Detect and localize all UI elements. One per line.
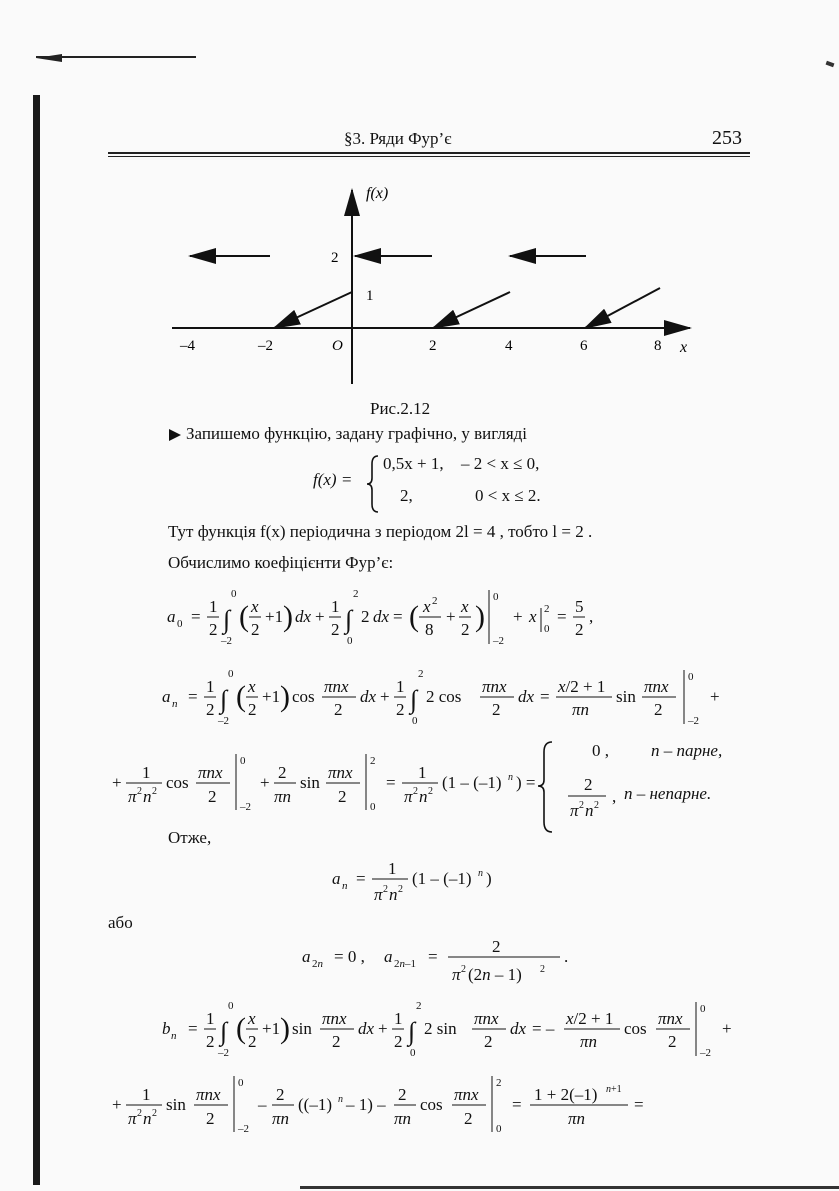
svg-text:–2: –2 bbox=[238, 1123, 249, 1135]
svg-text:2: 2 bbox=[464, 1109, 473, 1128]
svg-text:2: 2 bbox=[338, 787, 347, 806]
svg-text:–2: –2 bbox=[688, 715, 699, 727]
svg-text:=: = bbox=[386, 773, 396, 792]
svg-text:sin: sin bbox=[616, 687, 636, 706]
svg-text:x: x bbox=[423, 597, 431, 616]
svg-text:n: n bbox=[508, 772, 513, 783]
svg-text:2: 2 bbox=[668, 1032, 677, 1051]
equation-a0 bbox=[165, 582, 645, 652]
svg-text:2: 2 bbox=[594, 800, 599, 811]
svg-text:πnx: πnx bbox=[198, 763, 223, 782]
svg-text:π: π bbox=[128, 787, 137, 806]
svg-text:–2: –2 bbox=[493, 635, 504, 647]
svg-text:): ) bbox=[280, 1012, 290, 1045]
svg-text:=: = bbox=[557, 607, 567, 626]
svg-text:∫: ∫ bbox=[408, 1017, 416, 1046]
svg-text:+: + bbox=[112, 1095, 122, 1114]
svg-text:0: 0 bbox=[700, 1003, 706, 1015]
svg-text:πn: πn bbox=[274, 787, 292, 806]
running-title: §3. Ряди Фур’є bbox=[344, 129, 452, 148]
case-odd-label: n – непарне. bbox=[624, 784, 712, 803]
svg-text:) =: ) = bbox=[516, 773, 536, 792]
svg-text:2: 2 bbox=[370, 755, 376, 767]
figure-caption: Рис.2.12 bbox=[370, 399, 431, 418]
svg-text:2: 2 bbox=[584, 775, 593, 794]
x-tick: 4 bbox=[505, 338, 513, 354]
svg-text:2: 2 bbox=[428, 786, 433, 797]
svg-text:): ) bbox=[283, 600, 293, 633]
svg-text:1: 1 bbox=[209, 597, 218, 616]
svg-text:2: 2 bbox=[209, 620, 218, 639]
svg-text:=: = bbox=[428, 947, 438, 966]
svg-text:2: 2 bbox=[278, 763, 287, 782]
header-rule bbox=[108, 152, 750, 154]
svg-text:2: 2 bbox=[418, 668, 424, 680]
svg-text:0: 0 bbox=[688, 671, 694, 683]
svg-text:a: a bbox=[384, 947, 393, 966]
svg-text:n: n bbox=[338, 1094, 343, 1105]
svg-text:1: 1 bbox=[394, 1009, 403, 1028]
svg-text:n: n bbox=[143, 1109, 152, 1128]
svg-text:2: 2 bbox=[206, 1032, 215, 1051]
svg-text:dx: dx bbox=[360, 687, 377, 706]
svg-text:2: 2 bbox=[484, 1032, 493, 1051]
svg-text:n: n bbox=[172, 698, 178, 710]
svg-text:2: 2 bbox=[413, 786, 418, 797]
piecewise-lhs: f(x) = bbox=[313, 470, 353, 489]
svg-text:0: 0 bbox=[177, 618, 183, 630]
x-tick: –4 bbox=[180, 338, 195, 354]
svg-text:((–1): ((–1) bbox=[298, 1095, 332, 1114]
svg-text:πnx: πnx bbox=[196, 1085, 221, 1104]
svg-text:2: 2 bbox=[331, 620, 340, 639]
svg-text:=: = bbox=[188, 687, 198, 706]
svg-text:2: 2 bbox=[137, 1108, 142, 1119]
svg-text:2 cos: 2 cos bbox=[426, 687, 462, 706]
svg-text:x/2 + 1: x/2 + 1 bbox=[558, 677, 606, 696]
svg-text:cos: cos bbox=[420, 1095, 443, 1114]
svg-text:cos: cos bbox=[292, 687, 315, 706]
svg-text:πnx: πnx bbox=[644, 677, 669, 696]
svg-text:2: 2 bbox=[432, 595, 438, 607]
svg-text:2: 2 bbox=[206, 1109, 215, 1128]
svg-text:(1 – (–1): (1 – (–1) bbox=[412, 869, 472, 888]
svg-text:2: 2 bbox=[383, 884, 388, 895]
svg-text:2: 2 bbox=[544, 603, 550, 615]
svg-text:0: 0 bbox=[231, 588, 237, 600]
svg-text:n: n bbox=[171, 1030, 177, 1042]
svg-text:2: 2 bbox=[496, 1077, 502, 1089]
equation-an bbox=[160, 662, 740, 734]
svg-text:dx: dx bbox=[295, 607, 312, 626]
svg-text:0: 0 bbox=[370, 801, 376, 813]
svg-text:2: 2 bbox=[461, 620, 470, 639]
scan-mark bbox=[826, 61, 835, 67]
x-tick-origin: O bbox=[332, 338, 343, 354]
svg-text:x: x bbox=[248, 1009, 256, 1028]
svg-text:(2n – 1): (2n – 1) bbox=[468, 965, 522, 984]
svg-text:(: ( bbox=[236, 680, 246, 713]
piece2-cond: 0 < x ≤ 2. bbox=[475, 486, 541, 505]
therefore-text: Отже, bbox=[168, 828, 212, 847]
svg-text:2: 2 bbox=[276, 1085, 285, 1104]
svg-text:cos: cos bbox=[166, 773, 189, 792]
page-number: 253 bbox=[712, 127, 742, 149]
svg-text:πn: πn bbox=[572, 700, 590, 719]
svg-text:2: 2 bbox=[398, 1085, 407, 1104]
y-tick-1: 1 bbox=[366, 288, 374, 304]
svg-text:–2: –2 bbox=[700, 1047, 711, 1059]
svg-text:2: 2 bbox=[248, 700, 257, 719]
svg-text:(: ( bbox=[239, 600, 249, 633]
svg-text:sin: sin bbox=[292, 1019, 312, 1038]
svg-text:+: + bbox=[446, 607, 456, 626]
svg-text:∫: ∫ bbox=[410, 685, 418, 714]
svg-text:∫: ∫ bbox=[220, 1017, 228, 1046]
scan-binding-edge bbox=[33, 95, 40, 1185]
svg-text:∫: ∫ bbox=[345, 605, 353, 634]
svg-text:x: x bbox=[251, 597, 259, 616]
svg-text:2: 2 bbox=[206, 700, 215, 719]
svg-text:2: 2 bbox=[152, 1108, 157, 1119]
svg-text:5: 5 bbox=[575, 597, 584, 616]
svg-text:dx: dx bbox=[518, 687, 535, 706]
svg-text:πnx: πnx bbox=[474, 1009, 499, 1028]
svg-text:0: 0 bbox=[544, 623, 550, 635]
svg-text:π: π bbox=[374, 885, 383, 904]
svg-text:1: 1 bbox=[142, 763, 151, 782]
svg-text:2: 2 bbox=[251, 620, 260, 639]
svg-text:1: 1 bbox=[388, 859, 397, 878]
svg-text:2n–1: 2n–1 bbox=[394, 958, 416, 970]
svg-text:cos: cos bbox=[624, 1019, 647, 1038]
svg-text:2 sin: 2 sin bbox=[424, 1019, 457, 1038]
svg-text:n: n bbox=[585, 801, 594, 820]
intro-text: Запишемо функцію, задану графічно, у вигляді bbox=[186, 424, 528, 443]
y-axis-label: f(x) bbox=[366, 185, 389, 202]
svg-text:∫: ∫ bbox=[220, 685, 228, 714]
svg-text:0: 0 bbox=[228, 1000, 234, 1012]
svg-text:n: n bbox=[478, 868, 483, 879]
svg-text:2: 2 bbox=[332, 1032, 341, 1051]
svg-text:+1: +1 bbox=[265, 607, 284, 626]
header-rule-thin bbox=[108, 156, 750, 157]
brace-icon bbox=[366, 454, 380, 514]
svg-text:πnx: πnx bbox=[454, 1085, 479, 1104]
svg-text:+: + bbox=[722, 1019, 732, 1038]
scan-bottom-line bbox=[300, 1186, 839, 1189]
segment-linear bbox=[433, 292, 510, 328]
piece2-expr: 2, bbox=[400, 486, 413, 505]
svg-text:0: 0 bbox=[347, 635, 353, 647]
svg-text:=: = bbox=[540, 687, 550, 706]
svg-text:1: 1 bbox=[142, 1085, 151, 1104]
svg-text:+: + bbox=[710, 687, 720, 706]
svg-text:–2: –2 bbox=[218, 1047, 229, 1059]
svg-text:2: 2 bbox=[540, 964, 545, 975]
svg-text:π: π bbox=[128, 1109, 137, 1128]
svg-text:2: 2 bbox=[575, 620, 584, 639]
svg-text:1: 1 bbox=[331, 597, 340, 616]
svg-text:=: = bbox=[188, 1019, 198, 1038]
svg-text:2: 2 bbox=[579, 800, 584, 811]
svg-text:– 1) –: – 1) – bbox=[346, 1095, 386, 1114]
equation-bn bbox=[160, 994, 750, 1066]
svg-text:0: 0 bbox=[238, 1077, 244, 1089]
svg-text:n+1: n+1 bbox=[606, 1084, 622, 1095]
svg-text:0: 0 bbox=[496, 1123, 502, 1135]
svg-text:a: a bbox=[302, 947, 311, 966]
svg-text:2: 2 bbox=[361, 607, 370, 626]
segment-linear bbox=[585, 288, 660, 328]
triangle-bullet-icon bbox=[168, 428, 182, 442]
svg-text:8: 8 bbox=[425, 620, 434, 639]
svg-text:=: = bbox=[356, 869, 366, 888]
equation-an-compact bbox=[330, 852, 570, 912]
svg-text:+1: +1 bbox=[262, 1019, 281, 1038]
svg-text:2: 2 bbox=[137, 786, 142, 797]
svg-text:+: + bbox=[315, 607, 325, 626]
svg-text:b: b bbox=[162, 1019, 171, 1038]
svg-text:πn: πn bbox=[580, 1032, 598, 1051]
svg-text:dx: dx bbox=[358, 1019, 375, 1038]
svg-text:dx: dx bbox=[373, 607, 390, 626]
svg-text:∫: ∫ bbox=[223, 605, 231, 634]
svg-text:+: + bbox=[513, 607, 523, 626]
svg-text:dx: dx bbox=[510, 1019, 527, 1038]
or-text: або bbox=[108, 913, 133, 932]
x-tick: 6 bbox=[580, 338, 588, 354]
svg-text:n: n bbox=[419, 787, 428, 806]
svg-text:,: , bbox=[589, 607, 594, 626]
svg-text:2: 2 bbox=[492, 937, 501, 956]
svg-text:2: 2 bbox=[396, 700, 405, 719]
svg-text:(: ( bbox=[236, 1012, 246, 1045]
svg-text:a: a bbox=[167, 607, 176, 626]
svg-text:0: 0 bbox=[410, 1047, 416, 1059]
y-tick-2: 2 bbox=[331, 250, 339, 266]
svg-text:(1 – (–1): (1 – (–1) bbox=[442, 773, 502, 792]
svg-text:1: 1 bbox=[418, 763, 427, 782]
svg-text:(: ( bbox=[409, 600, 419, 633]
svg-text:x: x bbox=[529, 607, 537, 626]
svg-text:a: a bbox=[162, 687, 171, 706]
svg-text:n: n bbox=[342, 880, 348, 892]
svg-text:π: π bbox=[570, 801, 579, 820]
function-graph bbox=[160, 172, 720, 392]
svg-text:x: x bbox=[248, 677, 256, 696]
svg-text:2: 2 bbox=[353, 588, 359, 600]
svg-text:2: 2 bbox=[492, 700, 501, 719]
svg-text:): ) bbox=[486, 869, 492, 888]
svg-text:πnx: πnx bbox=[328, 763, 353, 782]
svg-text:2: 2 bbox=[654, 700, 663, 719]
svg-text:=: = bbox=[512, 1095, 522, 1114]
svg-text:): ) bbox=[280, 680, 290, 713]
svg-text:,: , bbox=[612, 787, 617, 806]
svg-text:–2: –2 bbox=[218, 715, 229, 727]
svg-text:n: n bbox=[143, 787, 152, 806]
svg-text:2: 2 bbox=[394, 1032, 403, 1051]
svg-text:= –: = – bbox=[532, 1019, 555, 1038]
svg-text:1: 1 bbox=[206, 677, 215, 696]
svg-text:2: 2 bbox=[248, 1032, 257, 1051]
svg-text:0: 0 bbox=[493, 591, 499, 603]
svg-text:= 0 ,: = 0 , bbox=[334, 947, 365, 966]
svg-text:=: = bbox=[393, 607, 403, 626]
x-tick: –2 bbox=[258, 338, 273, 354]
svg-text:–2: –2 bbox=[240, 801, 251, 813]
svg-text:): ) bbox=[475, 600, 485, 633]
svg-text:1: 1 bbox=[206, 1009, 215, 1028]
svg-text:2: 2 bbox=[152, 786, 157, 797]
piece1-expr: 0,5x + 1, bbox=[383, 454, 444, 473]
svg-text:=: = bbox=[634, 1095, 644, 1114]
svg-text:2: 2 bbox=[461, 964, 466, 975]
compute-text: Обчислимо коефіцієнти Фур’є: bbox=[168, 553, 394, 572]
segment-linear bbox=[274, 292, 352, 328]
equation-bn-cont bbox=[110, 1070, 680, 1142]
case-even-label: n – парне, bbox=[651, 741, 723, 760]
svg-text:0: 0 bbox=[240, 755, 246, 767]
svg-text:π: π bbox=[404, 787, 413, 806]
svg-text:1: 1 bbox=[396, 677, 405, 696]
svg-text:2: 2 bbox=[208, 787, 217, 806]
svg-text:sin: sin bbox=[300, 773, 320, 792]
x-tick: 8 bbox=[654, 338, 662, 354]
svg-text:+1: +1 bbox=[262, 687, 281, 706]
svg-text:2: 2 bbox=[398, 884, 403, 895]
svg-text:1 + 2(–1): 1 + 2(–1) bbox=[534, 1085, 598, 1104]
svg-text:2: 2 bbox=[334, 700, 343, 719]
piece1-cond: – 2 < x ≤ 0, bbox=[461, 454, 540, 473]
svg-text:x: x bbox=[461, 597, 469, 616]
svg-text:πnx: πnx bbox=[658, 1009, 683, 1028]
svg-text:+: + bbox=[260, 773, 270, 792]
svg-text:+: + bbox=[380, 687, 390, 706]
svg-text:πnx: πnx bbox=[322, 1009, 347, 1028]
svg-text:=: = bbox=[191, 607, 201, 626]
svg-text:.: . bbox=[564, 947, 569, 966]
page-header bbox=[108, 129, 750, 159]
svg-text:2: 2 bbox=[416, 1000, 422, 1012]
svg-text:x/2 + 1: x/2 + 1 bbox=[566, 1009, 614, 1028]
scan-top-arrow bbox=[36, 54, 62, 62]
svg-text:+: + bbox=[378, 1019, 388, 1038]
svg-text:–: – bbox=[258, 1095, 267, 1114]
svg-text:0: 0 bbox=[228, 668, 234, 680]
case-zero: 0 , bbox=[592, 741, 609, 760]
svg-text:πn: πn bbox=[394, 1109, 412, 1128]
svg-text:a: a bbox=[332, 869, 341, 888]
equation-a2n bbox=[300, 930, 600, 990]
svg-text:πnx: πnx bbox=[324, 677, 349, 696]
svg-text:–2: –2 bbox=[221, 635, 232, 647]
svg-text:sin: sin bbox=[166, 1095, 186, 1114]
svg-text:π: π bbox=[452, 965, 461, 984]
svg-text:πn: πn bbox=[568, 1109, 586, 1128]
svg-text:0: 0 bbox=[412, 715, 418, 727]
svg-text:+: + bbox=[112, 773, 122, 792]
period-text: Тут функція f(x) періодична з періодом 2l = 4 , тобто l = 2 . bbox=[168, 522, 593, 541]
svg-text:n: n bbox=[389, 885, 398, 904]
svg-text:πnx: πnx bbox=[482, 677, 507, 696]
svg-text:2n: 2n bbox=[312, 958, 323, 970]
x-tick: 2 bbox=[429, 338, 437, 354]
svg-text:πn: πn bbox=[272, 1109, 290, 1128]
x-axis-label: x bbox=[680, 339, 688, 356]
